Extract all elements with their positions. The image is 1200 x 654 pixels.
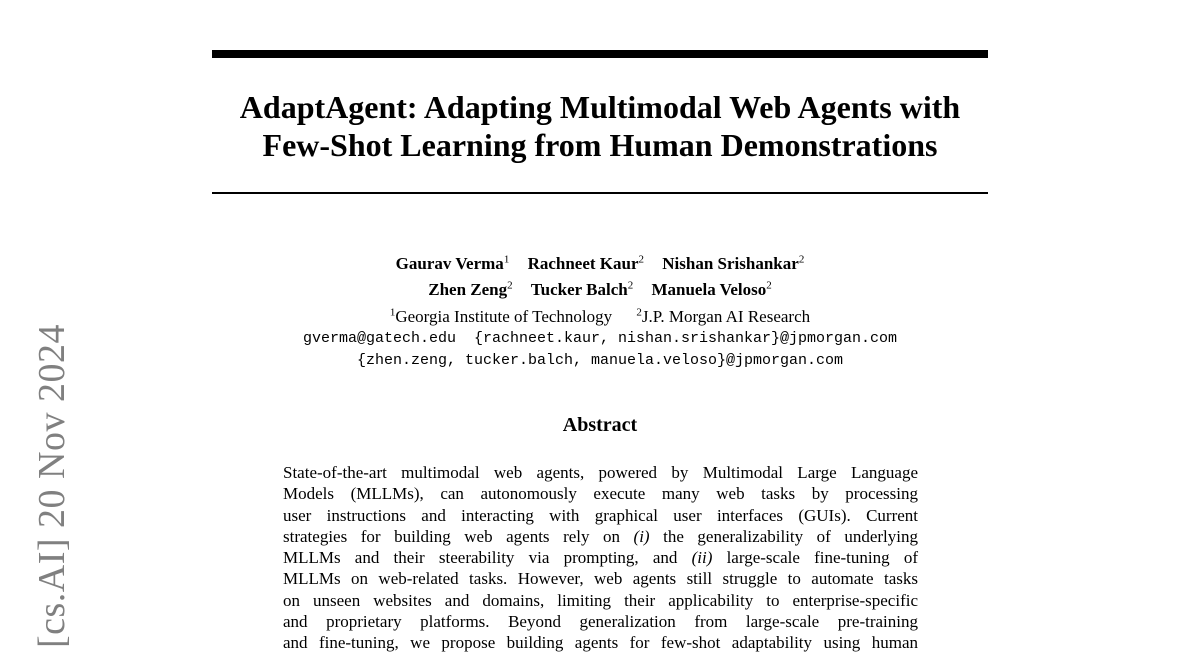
abstract-line: and proprietary platforms. Beyond generalization from large-scale pre-training bbox=[283, 612, 918, 632]
affiliation: $^1$Georgia Institute of Technology bbox=[389, 306, 613, 326]
abstract-line: Models (MLLMs), can autonomously execute many web tasks by processing bbox=[283, 484, 918, 504]
abstract-heading: Abstract bbox=[562, 414, 638, 436]
author-name: Manuela Veloso$^2$ bbox=[651, 279, 772, 300]
abstract-line: State-of-the-art multimodal web agents, powered by Multimodal Large Language bbox=[283, 463, 918, 482]
title-line-1: AdaptAgent: Adapting Multimodal Web Agents with bbox=[239, 89, 961, 125]
abstract-line: user instructions and interacting with graphical user interfaces (GUIs). Current bbox=[283, 505, 918, 525]
author-name: Gaurav Verma$^1$ bbox=[395, 253, 510, 273]
abstract-line: strategies for building web agents rely on (i) the generalizability of underlying bbox=[283, 526, 918, 546]
author-row-1 bbox=[212, 248, 988, 275]
affiliation: $^2$J.P. Morgan AI Research bbox=[636, 306, 811, 326]
email-line-1: gverma@gatech.edu {rachneet.kaur, nishan.srishankar}@jpmorgan.com bbox=[302, 329, 898, 347]
author-row-2 bbox=[212, 275, 988, 302]
title-rule-bottom bbox=[212, 192, 988, 194]
abstract-line: MLLMs and their steerability via prompting, and (ii) large-scale fine-tuning of bbox=[283, 548, 918, 568]
author-name: Zhen Zeng$^2$ bbox=[428, 279, 513, 300]
abstract-body bbox=[283, 462, 918, 654]
affiliations bbox=[212, 301, 988, 328]
author-name: Rachneet Kaur$^2$ bbox=[527, 253, 645, 273]
paper-title bbox=[212, 88, 988, 164]
email-line-2: {zhen.zeng, tucker.balch, manuela.veloso}@jpmorgan.com bbox=[356, 351, 844, 369]
author-name: Tucker Balch$^2$ bbox=[530, 279, 634, 300]
author-block bbox=[212, 248, 988, 372]
abstract-line: on unseen websites and domains, limiting their applicability to enterprise-specific bbox=[283, 590, 918, 610]
arxiv-side-stamp: [cs.AI] 20 Nov 2024 bbox=[31, 323, 73, 648]
title-rule-top bbox=[212, 50, 988, 58]
title-line-2: Few-Shot Learning from Human Demonstrations bbox=[262, 127, 938, 163]
author-name: Nishan Srishankar$^2$ bbox=[662, 253, 805, 273]
abstract-line: MLLMs on web-related tasks. However, web agents still struggle to automate tasks bbox=[283, 569, 918, 589]
abstract-line: and fine-tuning, we propose building agents for few-shot adaptability using human bbox=[283, 633, 918, 653]
